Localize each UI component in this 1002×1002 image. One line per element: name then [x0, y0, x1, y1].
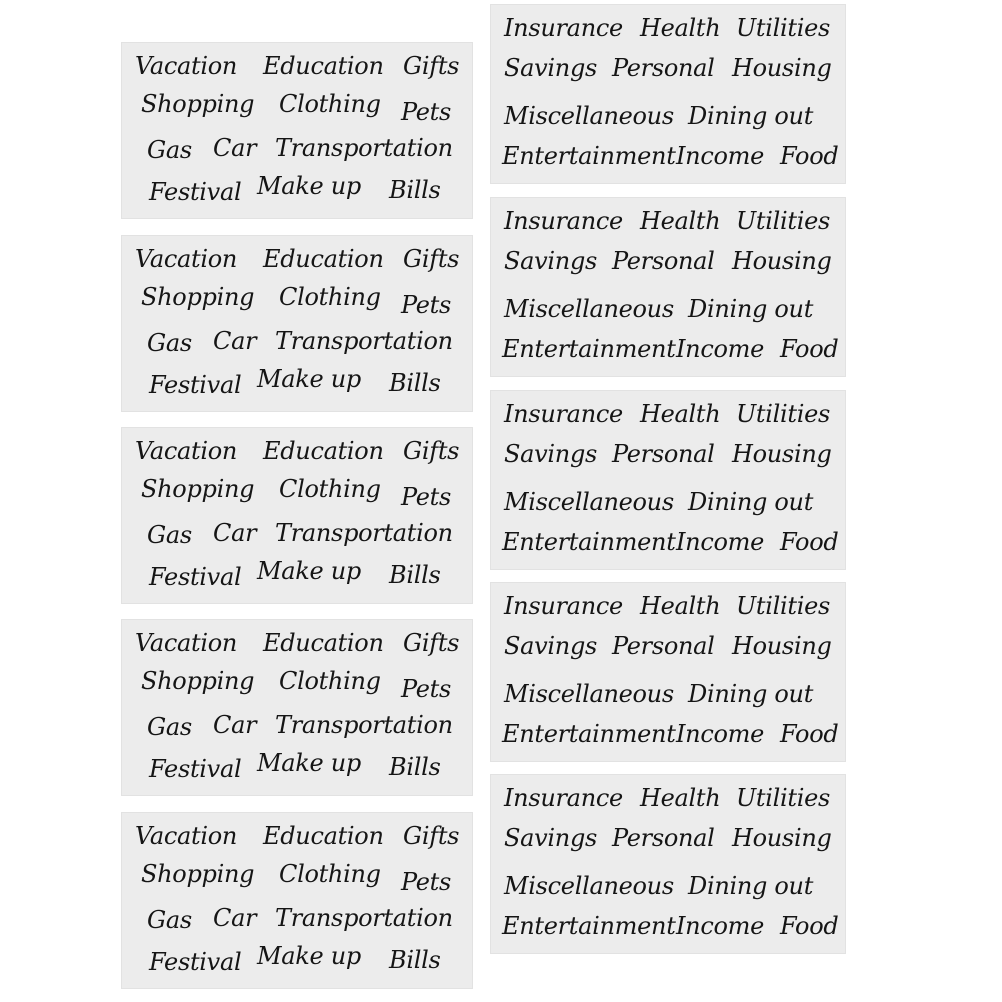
- right-sticker-sheet: [490, 4, 846, 184]
- label-housing: Housing: [732, 54, 832, 82]
- label-festival: Festival: [149, 371, 242, 399]
- label-make-up: Make up: [257, 557, 361, 585]
- label-transportation: Transportation: [275, 327, 453, 355]
- label-dining-out: Dining out: [688, 488, 814, 516]
- label-car: Car: [213, 904, 257, 932]
- label-income: Income: [676, 528, 764, 556]
- left-sticker-sheet: [121, 42, 473, 219]
- label-miscellaneous: Miscellaneous: [504, 295, 674, 323]
- label-personal: Personal: [612, 440, 715, 468]
- label-shopping: Shopping: [141, 90, 255, 118]
- label-savings: Savings: [504, 247, 598, 275]
- label-festival: Festival: [149, 563, 242, 591]
- label-festival: Festival: [149, 178, 242, 206]
- label-vacation: Vacation: [135, 629, 238, 657]
- label-make-up: Make up: [257, 172, 361, 200]
- label-miscellaneous: Miscellaneous: [504, 102, 674, 130]
- label-income: Income: [676, 335, 764, 363]
- label-entertainment: Entertainment: [502, 912, 676, 940]
- label-education: Education: [263, 629, 384, 657]
- label-car: Car: [213, 711, 257, 739]
- label-pets: Pets: [401, 291, 452, 319]
- label-insurance: Insurance: [504, 400, 623, 428]
- label-bills: Bills: [389, 369, 441, 397]
- label-utilities: Utilities: [736, 400, 831, 428]
- label-utilities: Utilities: [736, 14, 831, 42]
- label-bills: Bills: [389, 561, 441, 589]
- label-personal: Personal: [612, 54, 715, 82]
- label-clothing: Clothing: [279, 90, 381, 118]
- right-sticker-sheet: [490, 582, 846, 762]
- label-bills: Bills: [389, 753, 441, 781]
- label-car: Car: [213, 134, 257, 162]
- label-housing: Housing: [732, 440, 832, 468]
- label-miscellaneous: Miscellaneous: [504, 872, 674, 900]
- label-savings: Savings: [504, 440, 598, 468]
- label-education: Education: [263, 822, 384, 850]
- label-food: Food: [780, 528, 839, 556]
- label-clothing: Clothing: [279, 860, 381, 888]
- label-pets: Pets: [401, 483, 452, 511]
- label-gifts: Gifts: [403, 822, 460, 850]
- label-insurance: Insurance: [504, 784, 623, 812]
- label-shopping: Shopping: [141, 283, 255, 311]
- label-festival: Festival: [149, 948, 242, 976]
- label-savings: Savings: [504, 632, 598, 660]
- label-transportation: Transportation: [275, 134, 453, 162]
- label-transportation: Transportation: [275, 519, 453, 547]
- label-pets: Pets: [401, 98, 452, 126]
- label-gas: Gas: [147, 521, 192, 549]
- label-clothing: Clothing: [279, 283, 381, 311]
- label-insurance: Insurance: [504, 14, 623, 42]
- label-insurance: Insurance: [504, 592, 623, 620]
- label-miscellaneous: Miscellaneous: [504, 488, 674, 516]
- label-vacation: Vacation: [135, 822, 238, 850]
- label-shopping: Shopping: [141, 475, 255, 503]
- label-make-up: Make up: [257, 749, 361, 777]
- right-sticker-sheet: [490, 197, 846, 377]
- label-bills: Bills: [389, 176, 441, 204]
- label-clothing: Clothing: [279, 475, 381, 503]
- label-utilities: Utilities: [736, 592, 831, 620]
- label-income: Income: [676, 142, 764, 170]
- label-entertainment: Entertainment: [502, 528, 676, 556]
- right-sticker-sheet: [490, 774, 846, 954]
- label-health: Health: [640, 592, 721, 620]
- label-shopping: Shopping: [141, 860, 255, 888]
- label-transportation: Transportation: [275, 904, 453, 932]
- label-housing: Housing: [732, 632, 832, 660]
- label-gas: Gas: [147, 136, 192, 164]
- label-make-up: Make up: [257, 942, 361, 970]
- label-income: Income: [676, 912, 764, 940]
- label-gifts: Gifts: [403, 52, 460, 80]
- label-miscellaneous: Miscellaneous: [504, 680, 674, 708]
- label-car: Car: [213, 327, 257, 355]
- label-savings: Savings: [504, 54, 598, 82]
- label-car: Car: [213, 519, 257, 547]
- label-personal: Personal: [612, 824, 715, 852]
- label-dining-out: Dining out: [688, 295, 814, 323]
- right-sticker-sheet: [490, 390, 846, 570]
- label-utilities: Utilities: [736, 207, 831, 235]
- label-dining-out: Dining out: [688, 102, 814, 130]
- label-pets: Pets: [401, 675, 452, 703]
- label-gifts: Gifts: [403, 437, 460, 465]
- label-gifts: Gifts: [403, 629, 460, 657]
- label-gas: Gas: [147, 329, 192, 357]
- label-gas: Gas: [147, 713, 192, 741]
- label-housing: Housing: [732, 824, 832, 852]
- label-entertainment: Entertainment: [502, 142, 676, 170]
- label-gas: Gas: [147, 906, 192, 934]
- label-housing: Housing: [732, 247, 832, 275]
- label-personal: Personal: [612, 247, 715, 275]
- left-sticker-sheet: [121, 427, 473, 604]
- label-dining-out: Dining out: [688, 680, 814, 708]
- label-income: Income: [676, 720, 764, 748]
- label-food: Food: [780, 142, 839, 170]
- label-health: Health: [640, 784, 721, 812]
- label-gifts: Gifts: [403, 245, 460, 273]
- label-shopping: Shopping: [141, 667, 255, 695]
- label-vacation: Vacation: [135, 437, 238, 465]
- label-vacation: Vacation: [135, 52, 238, 80]
- label-festival: Festival: [149, 755, 242, 783]
- label-vacation: Vacation: [135, 245, 238, 273]
- left-sticker-sheet: [121, 235, 473, 412]
- label-health: Health: [640, 14, 721, 42]
- left-sticker-sheet: [121, 812, 473, 989]
- label-food: Food: [780, 335, 839, 363]
- label-bills: Bills: [389, 946, 441, 974]
- label-make-up: Make up: [257, 365, 361, 393]
- label-health: Health: [640, 207, 721, 235]
- label-education: Education: [263, 52, 384, 80]
- label-food: Food: [780, 912, 839, 940]
- label-clothing: Clothing: [279, 667, 381, 695]
- label-savings: Savings: [504, 824, 598, 852]
- label-entertainment: Entertainment: [502, 720, 676, 748]
- label-personal: Personal: [612, 632, 715, 660]
- label-entertainment: Entertainment: [502, 335, 676, 363]
- label-pets: Pets: [401, 868, 452, 896]
- label-utilities: Utilities: [736, 784, 831, 812]
- label-insurance: Insurance: [504, 207, 623, 235]
- label-education: Education: [263, 245, 384, 273]
- label-education: Education: [263, 437, 384, 465]
- left-sticker-sheet: [121, 619, 473, 796]
- label-food: Food: [780, 720, 839, 748]
- label-health: Health: [640, 400, 721, 428]
- label-dining-out: Dining out: [688, 872, 814, 900]
- label-transportation: Transportation: [275, 711, 453, 739]
